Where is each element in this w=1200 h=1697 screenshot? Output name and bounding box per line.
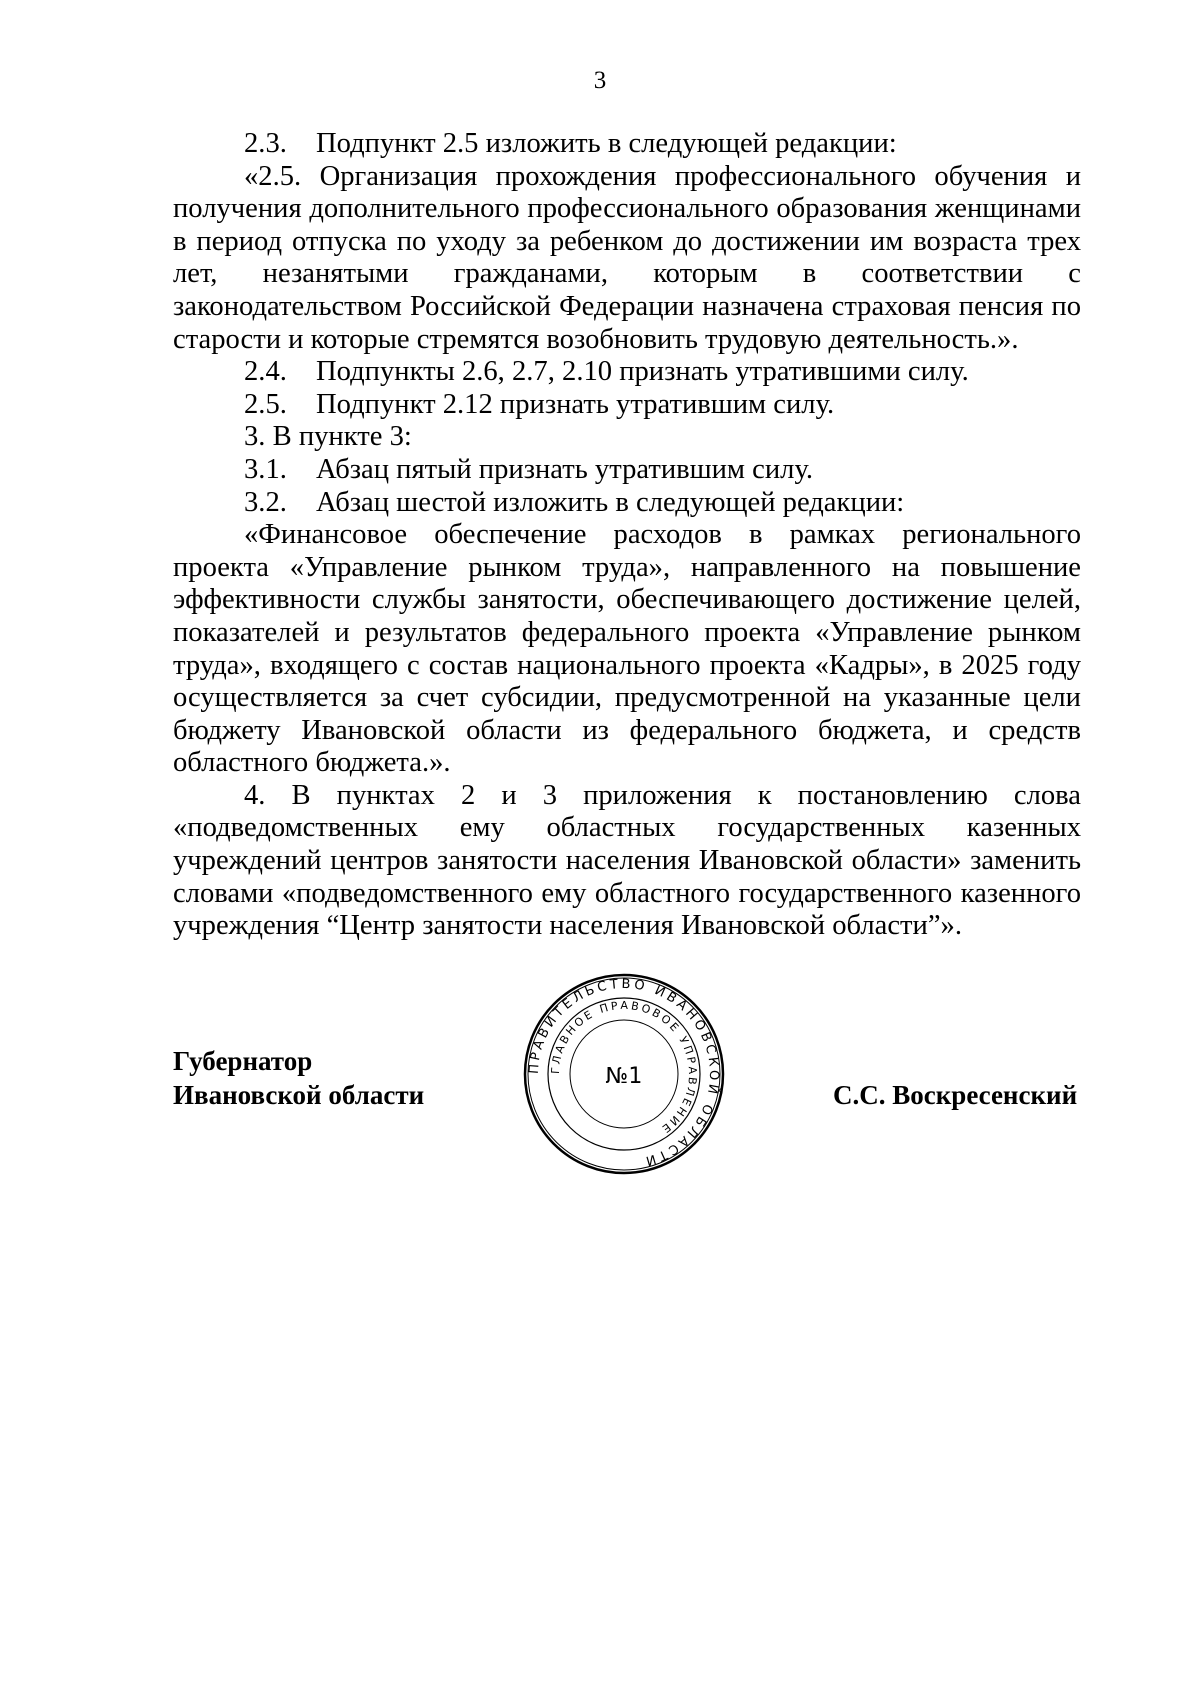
item-text: Подпункт 2.12 признать утратившим силу. — [316, 388, 835, 420]
stamp-outer-text: ПРАВИТЕЛЬСТВО ИВАНОВСКОЙ ОБЛАСТИ — [526, 976, 722, 1169]
item-number: 2.3. — [244, 128, 287, 159]
text-line: эффективности службы занятости, обеспечивающего достижение целей, — [173, 584, 1081, 616]
text-line: «2.5. Организация прохождения профессионального обучения и — [244, 160, 1081, 192]
text-line: старости и которые стремятся возобновить трудовую деятельность.». — [173, 323, 1019, 355]
item-number: 2.5. — [244, 388, 287, 420]
item-text: Подпункты 2.6, 2.7, 2.10 признать утратившими силу. — [316, 356, 969, 388]
quoted-subitem-2-5 — [173, 161, 1081, 357]
item-text: Абзац шестой изложить в следующей редакции: — [316, 486, 905, 518]
text-line: в период отпуска по уходу за ребенком до достижении им возраста трех — [173, 225, 1081, 257]
signatory-title — [173, 1044, 424, 1112]
stamp-inner-text: ГЛАВНОЕ ПРАВОВОЕ УПРАВЛЕНИЕ — [548, 998, 700, 1137]
item-number: 3.1. — [244, 453, 287, 485]
item-3-1 — [173, 454, 1081, 487]
text-line: проекта «Управление рынком труда», направленного на повышение — [173, 551, 1081, 583]
text-line: областного бюджета.». — [173, 747, 451, 779]
item-3: 3. В пункте 3: — [244, 421, 412, 453]
item-number: 2.4. — [244, 356, 287, 388]
stamp-number: №1 — [605, 1064, 643, 1089]
text-line: законодательством Российской Федерации назначена страховая пенсия по — [173, 290, 1081, 322]
document-body — [173, 128, 1081, 943]
quoted-financing-paragraph — [173, 519, 1081, 780]
text-line: «подведомственных ему областных государственных казенных — [173, 812, 1081, 844]
text-line: лет, незанятыми гражданами, которым в соответствии с — [173, 258, 1081, 290]
item-number: 3.2. — [244, 486, 287, 518]
official-stamp — [522, 972, 726, 1176]
text-line: учреждения “Центр занятости населения Ивановской области”». — [173, 910, 962, 942]
item-3-2 — [173, 487, 1081, 520]
text-line: «Финансовое обеспечение расходов в рамках регионального — [244, 519, 1081, 551]
text-line: получения дополнительного профессионального образования женщинами — [173, 193, 1081, 225]
item-2-3 — [173, 128, 1081, 161]
text-line: показателей и результатов федерального проекта «Управление рынком — [173, 616, 1081, 648]
item-4 — [173, 780, 1081, 943]
text-line: осуществляется за счет субсидии, предусмотренной на указанные цели — [173, 682, 1081, 714]
item-text: Подпункт 2.5 изложить в следующей редакции: — [316, 128, 897, 159]
item-2-5 — [173, 389, 1081, 422]
text-line: труда», входящего с состав национального проекта «Кадры», в 2025 году — [173, 649, 1081, 681]
text-line: словами «подведомственного ему областного государственного казенного — [173, 877, 1081, 909]
page-number: 3 — [593, 67, 607, 94]
item-2-4 — [173, 356, 1081, 389]
signatory-name: С.С. Воскресенский — [833, 1080, 1078, 1110]
text-line: учреждений центров занятости населения Ивановской области» заменить — [173, 845, 1081, 877]
item-text: Абзац пятый признать утратившим силу. — [316, 453, 814, 485]
signatory-title-line: Ивановской области — [173, 1080, 425, 1110]
text-line: 4. В пунктах 2 и 3 приложения к постановлению слова — [244, 779, 1081, 811]
text-line: бюджету Ивановской области из федерального бюджета, и средств — [173, 714, 1081, 746]
signatory-title-line: Губернатор — [173, 1046, 313, 1076]
